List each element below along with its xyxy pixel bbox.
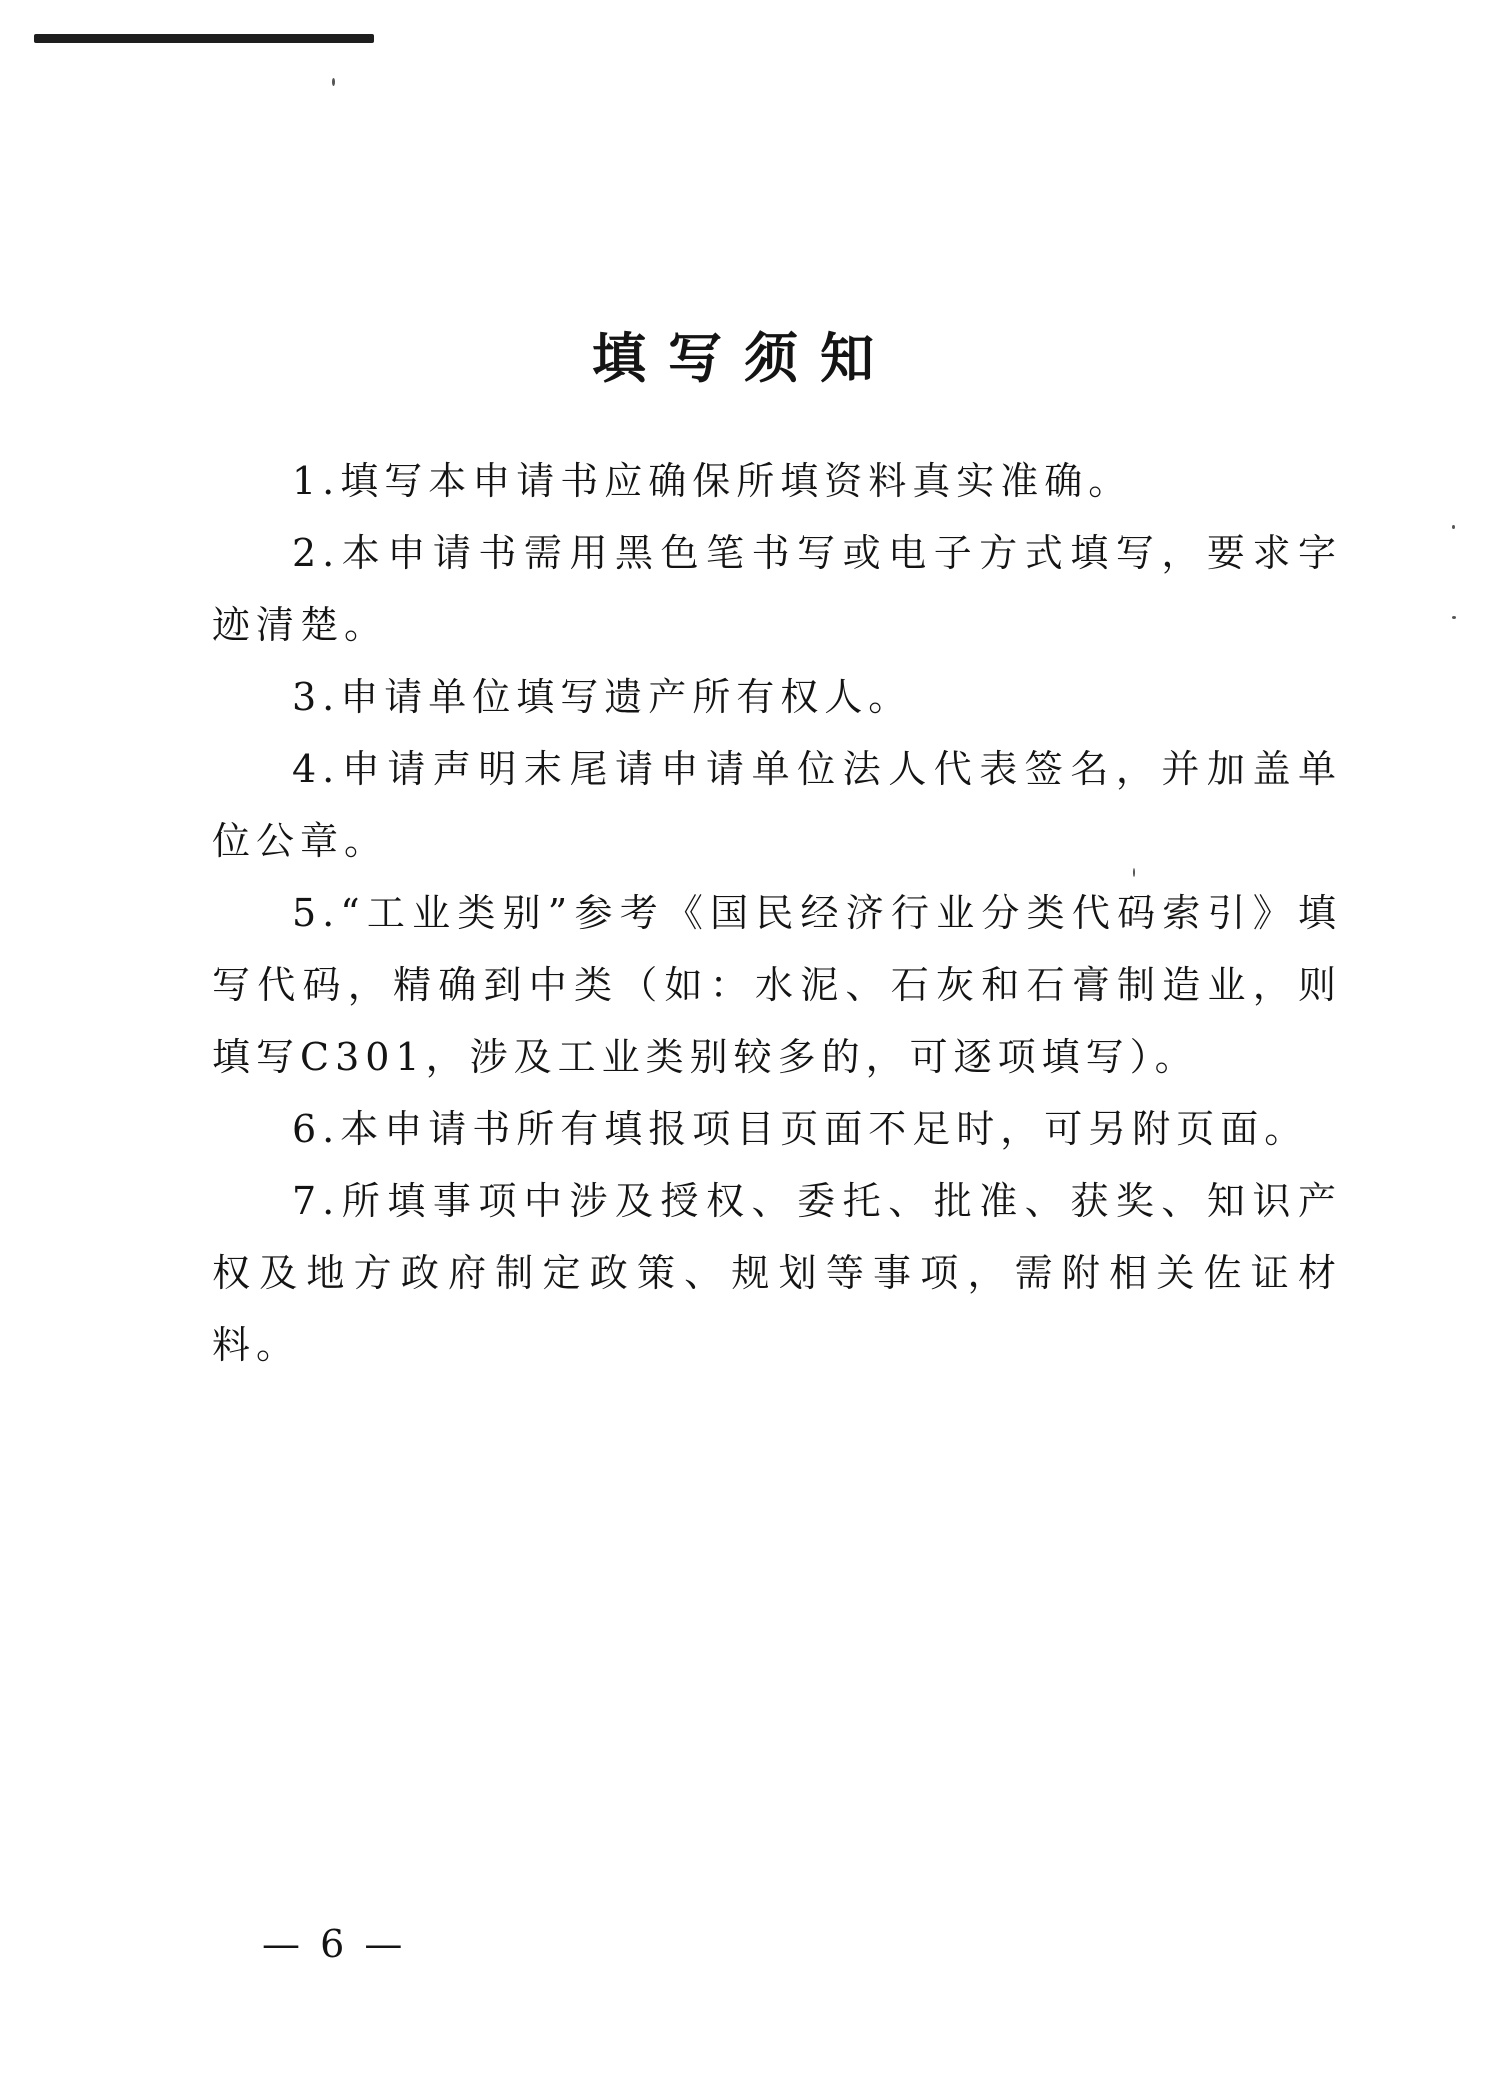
page-title: 填写须知 xyxy=(592,326,896,391)
instruction-item: 1.填写本申请书应确保所填资料真实准确。 xyxy=(292,459,1133,503)
instruction-item: 7.所填事项中涉及授权、委托、批准、获奖、知识产权及地方政府制定政策、规划等事项，需附相关佐证材料。 xyxy=(212,1179,1342,1367)
scan-speck xyxy=(332,78,335,86)
scan-speck xyxy=(1452,616,1456,619)
instruction-item: 3.申请单位填写遗产所有权人。 xyxy=(292,675,913,719)
page-number: — 6 — xyxy=(262,1922,407,1966)
instruction-item: 2.本申请书需用黑色笔书写或电子方式填写，要求字迹清楚。 xyxy=(212,531,1342,647)
scan-speck xyxy=(1452,525,1455,529)
instruction-item: 5.“工业类别”参考《国民经济行业分类代码索引》填写代码，精确到中类（如：水泥、石灰和石膏制造业，则填写C301，涉及工业类别较多的，可逐项填写）。 xyxy=(212,891,1342,1079)
scan-edge-mark xyxy=(34,34,374,43)
instructions-list xyxy=(212,445,1342,1381)
instruction-item: 4.申请声明末尾请申请单位法人代表签名，并加盖单位公章。 xyxy=(212,747,1342,863)
instruction-item: 6.本申请书所有填报项目页面不足时，可另附页面。 xyxy=(292,1107,1309,1151)
